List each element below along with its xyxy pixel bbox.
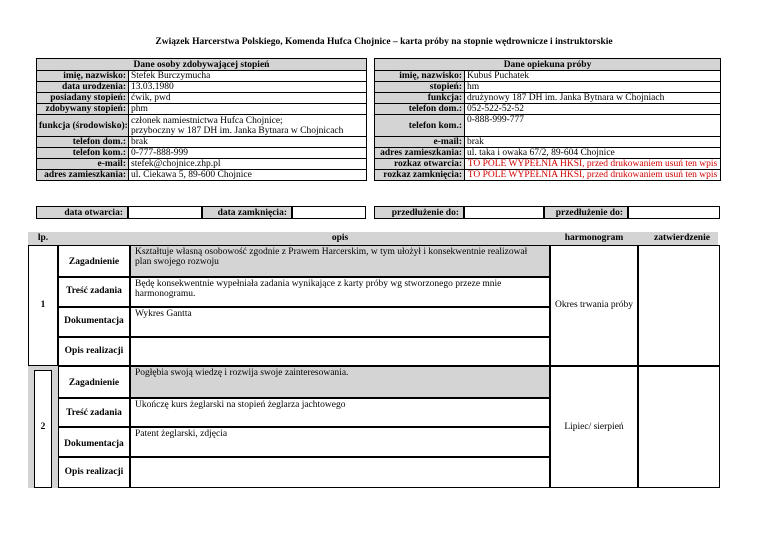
- open-date-label: data otwarcia:: [36, 206, 128, 219]
- candidate-birthdate-label: data urodzenia:: [37, 82, 129, 93]
- task1-zagadnienie-label: Zagadnienie: [68, 257, 120, 267]
- candidate-data-table: [36, 58, 367, 181]
- candidate-rank-label: posiadany stopień:: [37, 93, 129, 104]
- harmonogram-header: harmonogram: [564, 233, 624, 243]
- candidate-name-label: imię, nazwisko:: [37, 71, 129, 82]
- task1-harmonogram: Okres trwania próby: [554, 300, 634, 310]
- mentor-data-header: Dane opiekuna próby: [375, 59, 721, 71]
- task2-tresc-label: Treść zadania: [66, 408, 122, 418]
- task2-zatwierdzenie-cell[interactable]: [638, 366, 720, 488]
- candidate-address-value[interactable]: ul. Ciekawa 5, 89-600 Chojnice: [129, 170, 367, 181]
- candidate-name-value[interactable]: Stefek Burczymucha: [129, 71, 367, 82]
- mentor-function-label: funkcja:: [375, 93, 465, 104]
- candidate-email-value[interactable]: stefek@chojnice.zhp.pl: [129, 159, 367, 170]
- candidate-target-rank-label: zdobywany stopień:: [37, 104, 129, 115]
- candidate-mobile-value[interactable]: 0-777-888-999: [129, 148, 367, 159]
- candidate-address-label: adres zamieszkania:: [37, 170, 129, 181]
- mentor-address-value[interactable]: ul. taka i owaka 67/2, 89-604 Chojnice: [465, 148, 721, 159]
- candidate-mobile-label: telefon kom.:: [37, 148, 129, 159]
- task2-tresc[interactable]: Ukończę kurs żeglarski na stopień żeglarza jachtowego: [130, 398, 550, 427]
- mentor-mobile-label: telefon kom.:: [375, 115, 465, 137]
- candidate-email-label: e-mail:: [37, 159, 129, 170]
- candidate-home-phone-label: telefon dom.:: [37, 137, 129, 148]
- candidate-home-phone-value[interactable]: brak: [129, 137, 367, 148]
- close-date-field[interactable]: [292, 206, 366, 219]
- task2-harmonogram: Lipiec/ sierpień: [564, 422, 624, 432]
- task1-opis-realizacji[interactable]: [130, 337, 550, 366]
- mentor-name-label: imię, nazwisko:: [375, 71, 465, 82]
- extension1-field[interactable]: [464, 206, 544, 219]
- task2-dokumentacja[interactable]: Patent żeglarski, zdjęcia: [130, 427, 550, 457]
- mentor-home-phone-label: telefon dom.:: [375, 104, 465, 115]
- task2-zagadnienie[interactable]: Pogłębia swoją wiedzę i rozwija swoje zainteresowania.: [130, 366, 550, 398]
- close-date-label: data zamknięcia:: [202, 206, 292, 219]
- extension2-label: przedłużenie do:: [544, 206, 628, 219]
- task2-dokumentacja-label: Dokumentacja: [64, 439, 124, 449]
- mentor-rank-value[interactable]: hm: [465, 82, 721, 93]
- task2-opis-realizacji[interactable]: [130, 457, 550, 488]
- open-date-field[interactable]: [128, 206, 202, 219]
- candidate-rank-value[interactable]: ćwik, pwd: [129, 93, 367, 104]
- extension2-field[interactable]: [628, 206, 720, 219]
- extension1-label: przedłużenie do:: [374, 206, 464, 219]
- task2-zagadnienie-label: Zagadnienie: [68, 378, 120, 388]
- task1-zatwierdzenie-cell[interactable]: [638, 245, 720, 366]
- mentor-name-value[interactable]: Kubuś Puchatek: [465, 71, 721, 82]
- candidate-target-rank-value[interactable]: phm: [129, 104, 367, 115]
- mentor-mobile-value[interactable]: 0-888-999-777: [465, 115, 721, 137]
- mentor-address-label: adres zamieszkania:: [375, 148, 465, 159]
- task1-zagadnienie[interactable]: Kształtuje własną osobowość zgodnie z Prawem Harcerskim, w tym ułożył i konsekwentnie realizował plan swojego rozwoju: [130, 245, 550, 277]
- mentor-email-value[interactable]: brak: [465, 137, 721, 148]
- candidate-birthdate-value[interactable]: 13.03.1980: [129, 82, 367, 93]
- task2-opis-realizacji-label: Opis realizacji: [64, 467, 124, 477]
- candidate-function-line1: członek namiestnictwa Hufca Chojnice;: [131, 115, 283, 126]
- opening-order-label: rozkaz otwarcia:: [375, 159, 465, 170]
- mentor-function-value[interactable]: drużynowy 187 DH im. Janka Bytnara w Chojniach: [465, 93, 721, 104]
- mentor-email-label: e-mail:: [375, 137, 465, 148]
- mentor-home-phone-value[interactable]: 052-522-52-52: [465, 104, 721, 115]
- candidate-data-header: Dane osoby zdobywającej stopień: [37, 59, 367, 71]
- task1-number: 1: [40, 300, 46, 310]
- page-title: Związek Harcerstwa Polskiego, Komenda Hufca Chojnice – karta próby na stopnie wędrownicze i instruktorskie: [155, 37, 613, 47]
- opening-order-value[interactable]: TO POLE WYPEŁNIA HKSI, przed drukowaniem usuń ten wpis: [465, 159, 721, 170]
- mentor-data-table: [374, 58, 721, 181]
- closing-order-label: rozkaz zamknięcia:: [375, 170, 465, 181]
- zatwierdzenie-header: zatwierdzenie: [654, 233, 710, 243]
- task1-tresc[interactable]: Będę konsekwentnie wypełniała zadania wynikające z karty próby wg stworzonego przeze mnie harmonogramu.: [130, 277, 550, 307]
- lp-header: lp.: [37, 233, 49, 243]
- mentor-rank-label: stopień:: [375, 82, 465, 93]
- task1-dokumentacja-label: Dokumentacja: [64, 316, 124, 326]
- opis-header: opis: [331, 233, 349, 243]
- candidate-function-label: funkcja (środowisko):: [37, 115, 129, 137]
- task1-dokumentacja[interactable]: Wykres Gantta: [130, 307, 550, 337]
- closing-order-value[interactable]: TO POLE WYPEŁNIA HKSI, przed drukowaniem usuń ten wpis: [465, 170, 721, 181]
- task2-number: 2: [40, 422, 46, 432]
- task1-opis-realizacji-label: Opis realizacji: [64, 346, 124, 356]
- task1-tresc-label: Treść zadania: [66, 286, 122, 296]
- candidate-function-value[interactable]: [129, 115, 367, 137]
- candidate-function-line2: przyboczny w 187 DH im. Janka Bytnara w Chojnicach: [131, 125, 344, 136]
